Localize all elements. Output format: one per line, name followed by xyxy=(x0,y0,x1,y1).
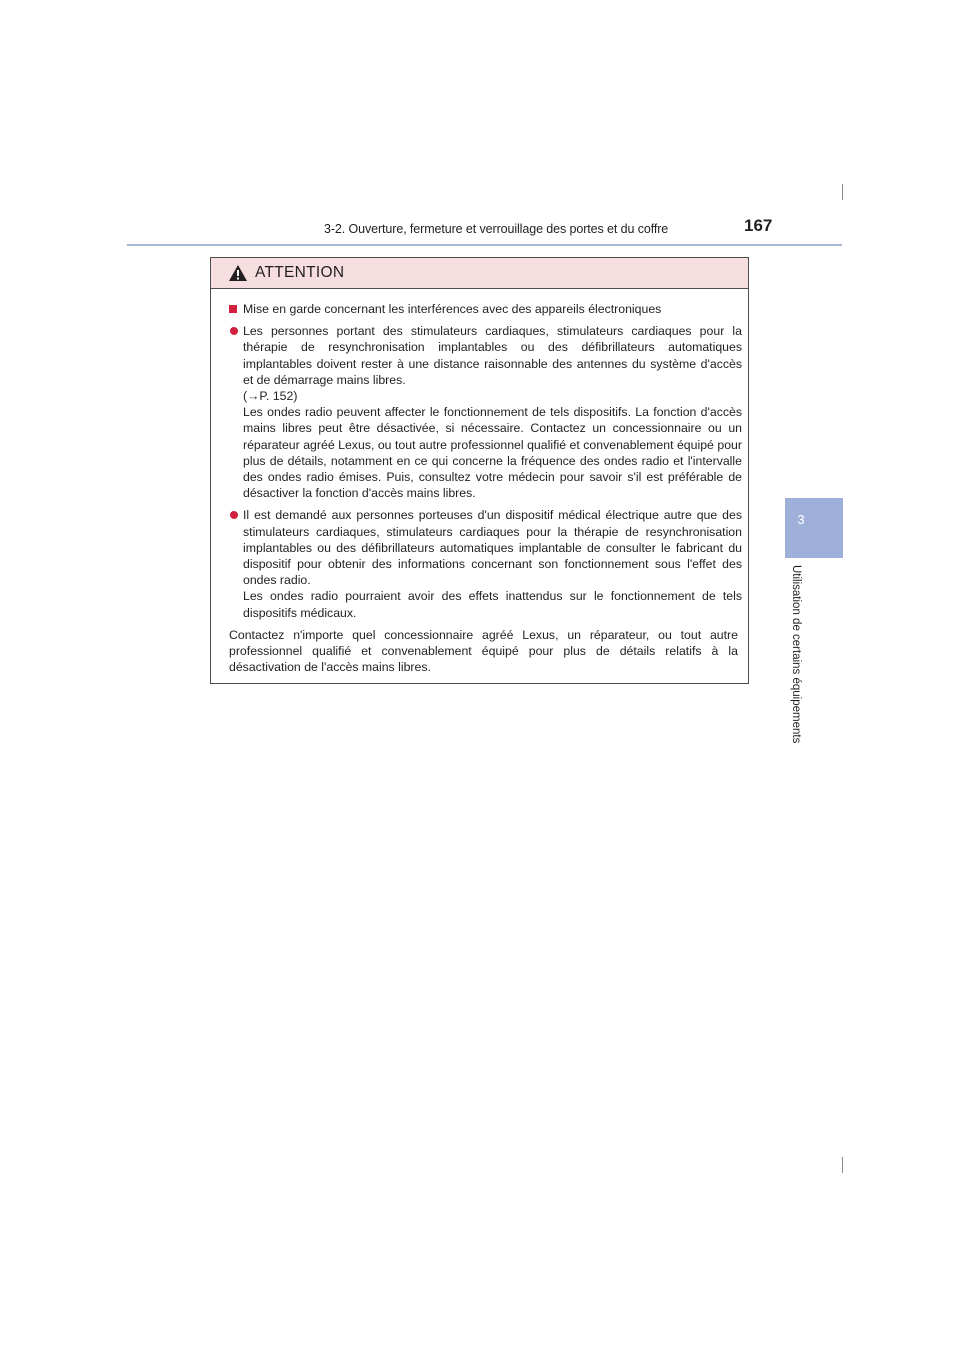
chapter-title xyxy=(788,565,804,770)
header-rule xyxy=(127,244,842,246)
bullet-dot-icon xyxy=(230,327,238,335)
list-item xyxy=(229,507,742,620)
page-number: 167 xyxy=(744,216,773,235)
attention-label: ATTENTION xyxy=(255,264,345,281)
chapter-tab xyxy=(785,498,843,558)
page-reference: (→P. 152) xyxy=(243,389,298,404)
attention-header xyxy=(211,258,748,289)
closing-paragraph: Contactez n'importe quel concessionnaire agréé Lexus, un réparateur, ou tout autre professionnel qualifié et convenablement équipé pour plus de détails relatifs à la désactivation de l'accès mains libres. xyxy=(229,627,738,675)
attention-box xyxy=(210,257,749,684)
crop-mark-bottom xyxy=(842,1157,843,1173)
bullet-paragraph: Il est demandé aux personnes porteuses d'un dispositif médical électrique autre que des stimulateurs cardiaques, stimulateurs cardiaques pour la thérapie de resynchronisation implantables ou des défibrillateurs automatiques implantable de consulter le fabricant du dispositif pour obtenir des informations concernant son fonctionnement sous l'effet des ondes radio. xyxy=(243,508,742,588)
section-heading-text: Mise en garde concernant les interférences avec des appareils électroniques xyxy=(243,302,662,316)
crop-mark-top xyxy=(842,184,843,200)
list-item xyxy=(229,323,742,501)
section-square-icon xyxy=(229,305,237,313)
chapter-title-text: Utilisation de certains équipements xyxy=(790,565,802,744)
bullet-dot-icon xyxy=(230,511,238,519)
bullet-paragraph: Les personnes portant des stimulateurs cardiaques, stimulateurs cardiaques pour la thérapie de resynchronisation implantables ou des défibrillateurs automatiques implantables doivent rester à une distance raisonnable des antennes du système d'accès et de démarrage mains libres. xyxy=(243,324,742,387)
section-title: 3-2. Ouverture, fermeture et verrouillage des portes et du coffre xyxy=(324,222,669,236)
bullet-paragraph: Les ondes radio pourraient avoir des effets inattendus sur le fonctionnement de tels dispositifs médicaux. xyxy=(243,589,742,620)
chapter-number: 3 xyxy=(797,512,805,527)
warning-triangle-icon xyxy=(228,264,248,282)
section-heading xyxy=(229,301,742,317)
attention-body xyxy=(211,289,748,675)
bullet-paragraph: Les ondes radio peuvent affecter le fonctionnement de tels dispositifs. La fonction d'accès mains libres peut être désactivée, si nécessaire. Contactez un concessionnaire ou un réparateur agréé Lexus, ou tout autre professionnel qualifié et convenablement équipé pour plus de détails, notamment en ce qui concerne la fréquence des ondes radio et l'intervalle des ondes radio émises. Puis, consultez votre médecin pour savoir s'il est préférable de désactiver la fonction d'accès mains libres. xyxy=(243,405,742,501)
